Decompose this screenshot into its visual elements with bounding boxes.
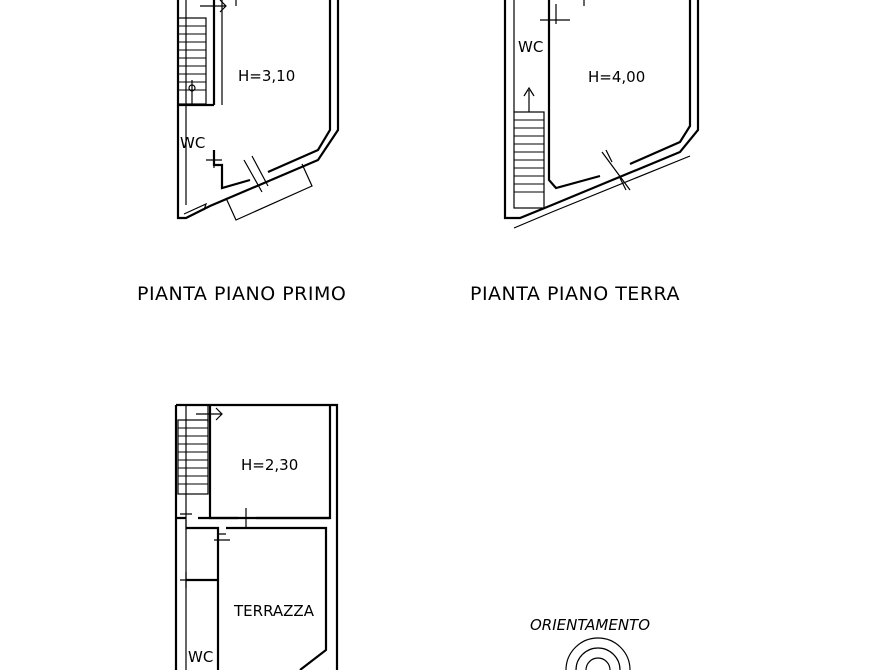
stair-secondo [178, 420, 208, 494]
height-label-terra: H=4,00 [588, 68, 646, 86]
plan-primo [137, 0, 346, 305]
orientation-compass [530, 616, 650, 670]
plan-title-terra: PIANTA PIANO TERRA [470, 283, 680, 305]
height-label-secondo: H=2,30 [241, 456, 299, 474]
wc-label-primo: WC [180, 134, 206, 152]
stair-primo [178, 18, 206, 104]
wc-label-terra: WC [518, 38, 544, 56]
wc-label-secondo: WC [188, 648, 214, 666]
plan-terra [470, 0, 698, 305]
plan-secondo [176, 405, 337, 670]
terrace-label: TERRAZZA [234, 602, 314, 620]
height-label-primo: H=3,10 [238, 67, 296, 85]
stair-terra [514, 88, 544, 208]
orientation-label: ORIENTAMENTO [530, 616, 651, 634]
plan-title-primo: PIANTA PIANO PRIMO [137, 283, 347, 305]
compass-rose-icon [566, 638, 630, 670]
